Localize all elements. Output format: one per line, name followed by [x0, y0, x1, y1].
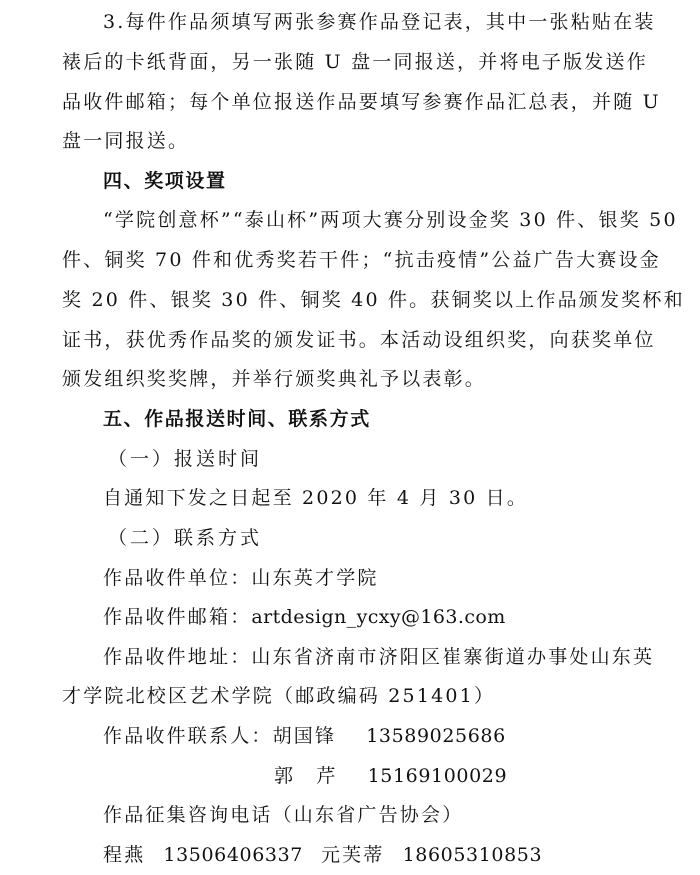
- section4-para-line-1: “学院创意杯”“泰山杯”两项大赛分别设金奖 30 件、银奖 50: [103, 209, 678, 231]
- section4-para-line-2: 件、铜奖 70 件和优秀奖若干件；“抗击疫情”公益广告大赛设金: [62, 249, 661, 271]
- contact-label: 作品收件联系人：: [103, 725, 273, 747]
- contact-phone: 15169100029: [367, 765, 508, 787]
- consult-contacts-line: [103, 835, 654, 875]
- consult-phone: 13506406337: [163, 844, 303, 866]
- subsection-contact-heading: （二）联系方式: [108, 527, 263, 549]
- subsection-time-heading: （一）报送时间: [108, 448, 263, 470]
- item3-line-4: 盘一同报送。: [62, 130, 190, 152]
- consult-name: 程燕: [103, 844, 146, 866]
- email-label: 作品收件邮箱：: [103, 606, 252, 628]
- section4-para-line-5: 颁发组织奖奖牌，并举行颁奖典礼予以表彰。: [62, 368, 487, 390]
- contact-name: 胡国锋: [272, 725, 337, 747]
- contact-name: 郭 芹: [274, 765, 338, 787]
- email-address[interactable]: artdesign_ycxy@163.com: [251, 606, 506, 628]
- item3-line-3: 品收件邮箱；每个单位报送作品要填写参赛作品汇总表，并随 U: [62, 91, 661, 113]
- consult-phone: 18605310853: [402, 844, 543, 866]
- section5-heading: 五、作品报送时间、联系方式: [103, 408, 371, 430]
- item3-line-1: 3.每件作品须填写两张参赛作品登记表，其中一张粘贴在装: [103, 11, 656, 33]
- consult-name: 元芙蒂: [320, 844, 385, 866]
- submission-time: 自通知下发之日起至 2020 年 4 月 30 日。: [103, 487, 529, 509]
- contact-person-line-2: [274, 756, 654, 796]
- section4-para-line-4: 证书，获优秀作品奖的颁发证书。本活动设组织奖，向获奖单位: [62, 329, 656, 351]
- address-line-2: 才学院北校区艺术学院（邮政编码 251401）: [62, 685, 496, 707]
- consult-heading: 作品征集咨询电话（山东省广告协会）: [103, 804, 464, 826]
- section4-heading: 四、奖项设置: [103, 170, 227, 192]
- section4-para-line-3: 奖 20 件、银奖 30 件、铜奖 40 件。获铜奖以上作品颁发奖杯和: [62, 289, 685, 311]
- item3-line-2: 裱后的卡纸背面，另一张随 U 盘一同报送，并将电子版发送作: [62, 51, 648, 73]
- contact-phone: 13589025686: [366, 725, 506, 747]
- receiving-unit: 作品收件单位：山东英才学院: [103, 567, 379, 589]
- contact-person-line-1: [103, 716, 654, 756]
- address-line-1: 作品收件地址：山东省济南市济阳区崔寨街道办事处山东英: [103, 646, 655, 668]
- receiving-email-line: [103, 597, 654, 637]
